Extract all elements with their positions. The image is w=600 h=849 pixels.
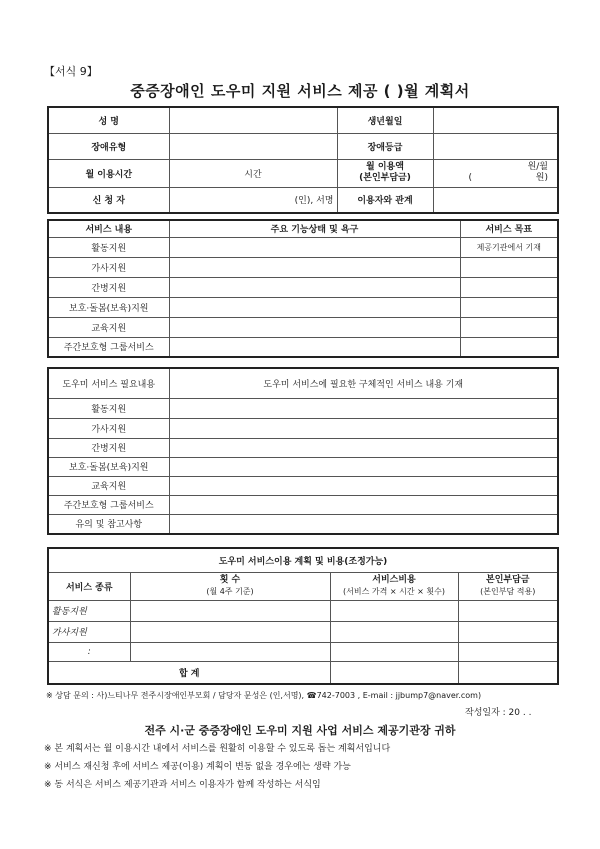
note-item: ※ 서비스 재신청 후에 서비스 제공(이용) 계획이 변동 없을 경우에는 생략 가능	[44, 762, 351, 772]
monthly-amount-field[interactable]	[433, 159, 558, 187]
plan-row-selfpay[interactable]	[458, 600, 558, 621]
needs-row-label: 보호·돌봄(보육)지원	[48, 457, 169, 476]
service-row-label: 간병지원	[48, 277, 169, 297]
relation-label: 이용자와 관계	[337, 187, 433, 213]
monthly-amount-sub: (본인부담금)	[359, 173, 411, 183]
date-label: 작성일자 : 20 . .	[465, 708, 532, 718]
plan-total-selfpay[interactable]	[458, 661, 558, 684]
birth-field[interactable]	[433, 107, 558, 133]
service-row-needs[interactable]	[169, 297, 460, 317]
amount-paren-close: 원)	[535, 173, 548, 183]
plan-col-selfpay-sub: (본인부담 적용)	[480, 587, 536, 596]
needs-row-detail[interactable]	[169, 398, 558, 418]
needs-col-label: 도우미 서비스 필요내용	[48, 368, 169, 398]
plan-col-cost-sub: (서비스 가격 × 시간 × 횟수)	[343, 587, 445, 596]
plan-col-count	[130, 572, 330, 600]
relation-field[interactable]	[433, 187, 558, 213]
service-row-goal[interactable]	[460, 337, 558, 357]
plan-row-count[interactable]	[130, 642, 330, 661]
service-col-needs: 주요 기능상태 및 욕구	[169, 220, 460, 237]
needs-row-label: 주간보호형 그룹서비스	[48, 495, 169, 514]
birth-label: 생년월일	[337, 107, 433, 133]
applicant-signature-field[interactable]	[169, 187, 337, 213]
needs-row-detail[interactable]	[169, 514, 558, 534]
plan-row-selfpay[interactable]	[458, 642, 558, 661]
plan-table-title: 도우미 서비스이용 계획 및 비용(조정가능)	[48, 548, 558, 572]
plan-total-label: 합 계	[48, 661, 330, 684]
service-row-label: 가사지원	[48, 257, 169, 277]
disability-type-field[interactable]	[169, 133, 337, 159]
amount-self-pay	[437, 173, 555, 184]
note-item: ※ 동 서식은 서비스 제공기관과 서비스 이용자가 함께 작성하는 서식임	[44, 780, 321, 790]
form-number: 【서식 9】	[44, 65, 98, 78]
service-row-goal[interactable]	[460, 317, 558, 337]
needs-row-detail[interactable]	[169, 495, 558, 514]
plan-col-type: 서비스 종류	[48, 572, 130, 600]
contact-note: ※ 상담 문의 : 사)느티나무 전주시장애인부모회 / 담당자 문성은 (인,서명), ☎742-7003 , E-mail : jjbump7@naver.com)	[46, 691, 482, 700]
service-row-label: 주간보호형 그룹서비스	[48, 337, 169, 357]
plan-table	[47, 547, 559, 685]
page-title: 중증장애인 도우미 지원 서비스 제공 ( )월 계획서	[130, 82, 470, 100]
service-row-label: 활동지원	[48, 237, 169, 257]
needs-row-label: 유의 및 참고사항	[48, 514, 169, 534]
service-row-needs[interactable]	[169, 337, 460, 357]
service-row-label: 보호·돌봄(보육)지원	[48, 297, 169, 317]
needs-row-label: 교육지원	[48, 476, 169, 495]
service-row-needs[interactable]	[169, 237, 460, 257]
plan-col-count-title: 횟 수	[219, 575, 241, 585]
plan-row-cost[interactable]	[330, 600, 458, 621]
plan-row-count[interactable]	[130, 621, 330, 642]
service-row-needs[interactable]	[169, 277, 460, 297]
needs-row-detail[interactable]	[169, 457, 558, 476]
monthly-amount-label	[337, 159, 433, 187]
disability-type-label: 장애유형	[48, 133, 169, 159]
plan-row-label: :	[48, 642, 130, 661]
monthly-amount-label-text: 월 이용액	[366, 162, 404, 172]
disability-grade-field[interactable]	[433, 133, 558, 159]
plan-col-selfpay-title: 본인부담금	[486, 575, 530, 585]
service-goal-note: 제공기관에서 기재	[460, 237, 558, 257]
plan-col-selfpay	[458, 572, 558, 600]
recipient-title: 전주 시·군 중증장애인 도우미 지원 사업 서비스 제공기관장 귀하	[144, 724, 456, 737]
service-col-goal: 서비스 목표	[460, 220, 558, 237]
service-row-goal[interactable]	[460, 257, 558, 277]
applicant-label: 신 청 자	[48, 187, 169, 213]
service-row-needs[interactable]	[169, 257, 460, 277]
amount-paren-open: (	[468, 173, 473, 183]
disability-grade-label: 장애등급	[337, 133, 433, 159]
plan-row-selfpay[interactable]	[458, 621, 558, 642]
needs-col-detail: 도우미 서비스에 필요한 구체적인 서비스 내용 기재	[169, 368, 558, 398]
amount-unit: 원/월	[527, 162, 548, 172]
service-row-label: 교육지원	[48, 317, 169, 337]
applicant-table	[47, 106, 559, 214]
plan-col-cost	[330, 572, 458, 600]
needs-table	[47, 367, 559, 535]
plan-total-cost[interactable]	[330, 661, 458, 684]
service-col-content: 서비스 내용	[48, 220, 169, 237]
needs-row-label: 활동지원	[48, 398, 169, 418]
signature-note: (인), 서명	[294, 196, 334, 207]
plan-row-label: 활동지원	[48, 600, 130, 621]
plan-row-cost[interactable]	[330, 621, 458, 642]
service-table	[47, 219, 559, 358]
service-row-needs[interactable]	[169, 317, 460, 337]
monthly-hours-label: 월 이용시간	[48, 159, 169, 187]
needs-row-detail[interactable]	[169, 438, 558, 457]
plan-row-label: 가사지원	[48, 621, 130, 642]
service-row-goal[interactable]	[460, 297, 558, 317]
service-row-goal[interactable]	[460, 277, 558, 297]
needs-row-label: 간병지원	[48, 438, 169, 457]
needs-row-label: 가사지원	[48, 418, 169, 438]
note-item: ※ 본 계획서는 월 이용시간 내에서 서비스를 원활히 이용할 수 있도록 돕는 계획서입니다	[44, 744, 391, 754]
plan-row-count[interactable]	[130, 600, 330, 621]
name-label: 성 명	[48, 107, 169, 133]
name-field[interactable]	[169, 107, 337, 133]
plan-col-cost-title: 서비스비용	[372, 575, 416, 585]
plan-col-count-sub: (월 4주 기준)	[206, 587, 254, 596]
needs-row-detail[interactable]	[169, 418, 558, 438]
plan-row-cost[interactable]	[330, 642, 458, 661]
monthly-hours-field[interactable]	[169, 159, 337, 187]
needs-row-detail[interactable]	[169, 476, 558, 495]
hours-unit: 시간	[244, 169, 262, 180]
